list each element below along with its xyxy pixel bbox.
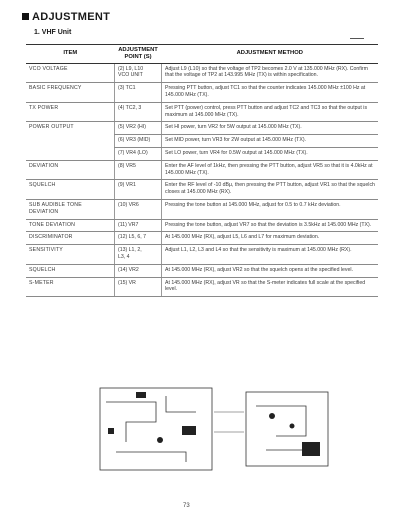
adjustment-point-line: (6) VR3 (MID) [118, 137, 151, 144]
table-row [26, 232, 378, 245]
row-item: SUB AUDIBLE TONE DEVIATION [26, 199, 115, 219]
column-header-point-line2: POINT (S) [124, 53, 152, 60]
component-block [302, 442, 320, 456]
section-heading [22, 11, 110, 23]
row-adjustment-method: Set MID power, turn VR3 for 2W output at 145.000 MHz (TX). [162, 135, 379, 148]
adjustment-point-line: (10) VR6 [118, 201, 139, 208]
row-adjustment-method: Set LO power, turn VR4 for 0.5W output at 145.000 MHz (TX). [162, 147, 379, 160]
adjustment-point-line: (12) L5, 6, 7 [118, 234, 146, 241]
row-adjustment-point [115, 160, 162, 180]
table-row [26, 180, 378, 200]
row-adjustment-point [115, 147, 162, 160]
column-header-item: ITEM [26, 45, 115, 64]
row-item: POWER OUTPUT [29, 124, 74, 131]
row-adjustment-point [115, 264, 162, 277]
page-number: 73 [183, 503, 190, 509]
row-adjustment-point [115, 135, 162, 148]
row-adjustment-method: Adjust L1, L2, L3 and L4 so that the sensitivity is maximum at 145.000 MHz (RX). [162, 245, 379, 265]
trimmer-component [290, 424, 295, 429]
adjustment-point-line: (15) VR [118, 279, 136, 286]
row-adjustment-method: Pressing the tone button at 145.000 MHz, adjust for 0.5 to 0.7 kHz deviation. [162, 199, 379, 219]
component-block [136, 392, 146, 398]
adjustment-table [26, 44, 378, 297]
row-adjustment-point [115, 277, 162, 297]
row-adjustment-method: Enter the RF level of -10 dBμ, then pressing the PTT button, adjust VR1 so that the squelch closes at 145.000 MHz (RX). [162, 180, 379, 200]
component-block [182, 426, 196, 435]
table-row [26, 264, 378, 277]
row-item: DISCRIMINATOR [26, 232, 115, 245]
row-adjustment-method: Adjust L9 (L10) so that the voltage of TP2 becomes 2.0 V at 135.000 MHz (RX). Confirm that the voltage of TP2 at 143.995 MHz (TX) is within specification. [162, 63, 379, 83]
adjustment-point-line: VCO UNIT [118, 72, 143, 79]
trimmer-component [269, 413, 275, 419]
table-row [26, 160, 378, 180]
row-item: S-METER [26, 277, 115, 297]
table-row [26, 122, 378, 135]
table-row [26, 219, 378, 232]
row-adjustment-method: Pressing the tone button, adjust VR7 so that the deviation is 3.5kHz at 145.000 MHz (TX). [162, 219, 379, 232]
row-item: SQUELCH [26, 264, 115, 277]
adjustment-point-line: (14) VR2 [118, 266, 139, 273]
row-adjustment-method: At 145.000 MHz (RX), adjust VR so that the S-meter indicates full scale at the specified level. [162, 277, 379, 297]
adjustment-point-line: (13) L1, 2, [118, 247, 142, 254]
section-heading-text: ADJUSTMENT [32, 11, 111, 23]
row-adjustment-point [115, 102, 162, 122]
row-adjustment-method: At 145.000 MHz (RX), adjust VR2 so that the squelch opens at the specified level. [162, 264, 379, 277]
row-item [26, 135, 115, 148]
row-adjustment-method: At 145.000 MHz (RX), adjust L5, L6 and L7 for maximum deviation. [162, 232, 379, 245]
table-row [26, 147, 378, 160]
row-item: TONE DEVIATION [26, 219, 115, 232]
table-row [26, 83, 378, 103]
table-row [26, 199, 378, 219]
component-block [108, 428, 114, 434]
row-adjustment-point [115, 245, 162, 265]
row-adjustment-point [115, 180, 162, 200]
adjustment-point-line: (7) VR4 (LO) [118, 149, 148, 156]
row-item: TX POWER [26, 102, 115, 122]
row-item: SENSITIVITY [26, 245, 115, 265]
section-subheading: 1. VHF Unit [34, 29, 72, 36]
row-adjustment-point [115, 122, 162, 135]
column-header-point [115, 45, 162, 64]
table-row [26, 277, 378, 297]
adjustment-point-line: L3, 4 [118, 253, 130, 260]
table-body [26, 63, 378, 297]
row-item: BASIC FREQUENCY [26, 83, 115, 103]
row-adjustment-method: Pressing PTT button, adjust TC1 so that the counter indicates 145.000 MHz ±100 Hz at 145.000 MHz (TX). [162, 83, 379, 103]
adjustment-point-line: (3) TC1 [118, 85, 136, 92]
row-adjustment-method: Set HI power, turn VR2 for 5W output at 145.000 MHz (TX). [162, 122, 379, 135]
bullet-square-icon [22, 13, 29, 20]
table-row [26, 135, 378, 148]
adjustment-point-line: (2) L9, L10 [118, 65, 144, 72]
trimmer-component [157, 437, 163, 443]
margin-mark [350, 38, 364, 39]
table-row [26, 102, 378, 122]
row-adjustment-point [115, 83, 162, 103]
adjustment-point-line: (11) VR7 [118, 221, 139, 228]
adjustment-point-line: (5) VR2 (HI) [118, 124, 146, 131]
row-item: SQUELCH [26, 180, 115, 200]
adjustment-point-line: (9) VR1 [118, 182, 136, 189]
row-item: VCO VOLTAGE [26, 63, 115, 83]
adjustment-point-line: (8) VR5 [118, 162, 136, 169]
column-header-method: ADJUSTMENT METHOD [162, 45, 379, 64]
row-adjustment-method: Set PTT (power) control, press PTT button and adjust TC2 and TC3 so that the output is maximum at 145.000 MHz (TX). [162, 102, 379, 122]
adjustment-points-diagram [96, 382, 336, 490]
table-header-row [26, 45, 378, 64]
row-adjustment-point [115, 63, 162, 83]
row-adjustment-point [115, 232, 162, 245]
row-adjustment-point [115, 199, 162, 219]
row-item: DEVIATION [26, 160, 115, 180]
row-adjustment-method: Enter the AF level of 1kHz, then pressing the PTT button, adjust VR5 so that it is 4.0kHz at 145.000 MHz (TX). [162, 160, 379, 180]
row-item [26, 147, 115, 160]
column-header-point-line1: ADJUSTMENT [118, 47, 158, 53]
table-row [26, 63, 378, 83]
table-row [26, 245, 378, 265]
adjustment-point-line: (4) TC2, 3 [118, 104, 142, 111]
row-adjustment-point [115, 219, 162, 232]
